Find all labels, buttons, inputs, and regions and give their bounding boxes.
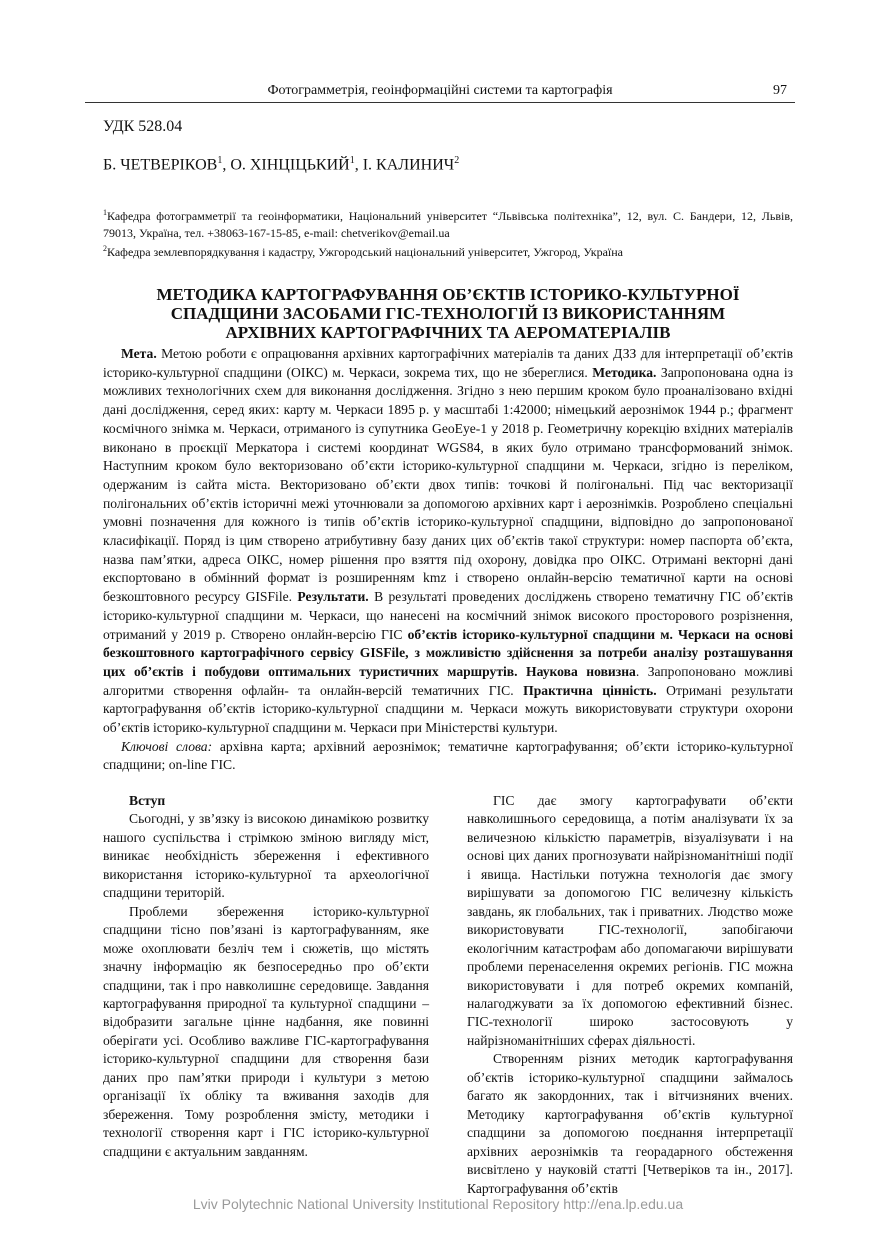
author-name: О. ХІНЦІЦЬКИЙ: [230, 156, 350, 174]
text-run: архівна карта; архівний аерознімок; тематичне картографування; об’єкти історико-культурної спадщини; on-line ГІС.: [103, 738, 793, 773]
text-run: . Запропоновано можливі алгоритми створення офлайн- та онлайн-версій тематичних ГІС.: [103, 663, 793, 698]
title-line: МЕТОДИКА КАРТОГРАФУВАННЯ ОБ’ЄКТІВ ІСТОРИКО-КУЛЬТУРНОЇ: [156, 285, 740, 304]
udc-code: УДК 528.04: [103, 118, 183, 135]
author-affil-mark: 2: [454, 155, 460, 166]
page-number: 97: [773, 83, 787, 98]
author-affil-mark: 1: [217, 155, 223, 166]
repository-footer: Lviv Polytechnic National University Institutional Repository http://ena.lp.edu.ua: [192, 1196, 684, 1212]
left-column: [103, 792, 429, 1161]
affiliation-text: Кафедра землевпорядкування і кадастру, Ужгородський національний університет, Ужгород, Україна: [107, 245, 623, 259]
italic-run: Ключові слова:: [121, 738, 213, 754]
section-heading: Вступ: [129, 793, 166, 808]
text-run: В результаті проведених досліджень створено тематичну ГІС об’єктів історико-культурної спадщини м. Черкаси, що нанесені на космічний знімок високого просторового розрізнення, отриманий у 2019 р. Створено онлайн-версію ГІС: [103, 589, 793, 642]
affiliation-text: Кафедра фотограмметрії та геоінформатики, Національний університет “Львівська політехніка”, 12, вул. С. Бандери, 12, Львів, 79013, Україна, тел. +38063-167-15-85, e-mail: chetverikov@email.ua: [103, 209, 793, 240]
bold-run: Мета.: [121, 346, 157, 361]
text-run: Метою роботи є опрацювання архівних картографічних матеріалів та даних ДЗЗ для інтерпретації об’єктів історико-культурної спадщини (ОІКС) м. Черкаси, зокрема тих, що не збереглися.: [103, 346, 793, 380]
paragraph: Сьогодні, у зв’язку із високою динамікою розвитку нашого суспільства і стрімкою зміною вигляду міст, виникає необхідність збереження і ефективного використання історико-культурної та археологічної спадщини територій.: [103, 811, 429, 901]
running-header: [85, 82, 795, 103]
title-line: АРХІВНИХ КАРТОГРАФІЧНИХ ТА АЕРОМАТЕРІАЛІВ: [225, 323, 671, 342]
abstract: [103, 345, 793, 775]
authors: Б. ЧЕТВЕРІКОВ$^1$, О. ХІНЦІЦЬКИЙ$^1$, І. КАЛИНИЧ$^2$: [103, 155, 460, 174]
text-run: Запропонована одна із можливих технологічних схем для виконання дослідження. Згідно з нею першим кроком було проаналізовано вхідні дані дослідження, серед яких: карту м. Черкаси 1895 р. у масштабі 1:42000; німецький аерознімок 1944 р.; фрагмент космічного знімка м. Черкаси, отриманого із супутника GeoEye-1 у 2018 р. Геометричну корекцію вхідних матеріалів виконано в проєкції Меркатора і системі координат WGS84, в яких було отримано трансформований знімок. Наступним кроком було векторизовано об’єкти історико-культурної спадщини м. Черкаси, згідно із переліком, одержаним із сайта міста. Векторизовано об’єкти двох типів: точкові й полігональні. Під час векторизації полігональних об’єктів історичні межі уточнювали за допомогою архівних карт і аерознімків. Розроблено спеціальні умовні позначення для кожного із типів об’єктів історико-культурної спадщини, відповідно до запропонованої класифікації. Поряд із цим створено атрибутивну базу даних цих об’єктів такої структури: номер паспорта об’єкта, назва пам’ятки, адреса ОІКС, номер рішення про взяття під охорону, довідка про ОІКС. Отримані векторні дані експортовано в обмінний формат із розширенням kmz і створено онлайн-версію тематичної карти на основі безкоштовного ресурсу GISFile.: [103, 364, 793, 605]
right-column: [467, 792, 793, 1198]
affil-mark: 2: [103, 244, 107, 253]
paragraph: Проблеми збереження історико-культурної спадщини тісно пов’язані із картографуванням, яке може охоплювати безліч тем і сюжетів, що містять значну інформацію як безпосередньо про об’єкти спадщини, так і про навколишнє середовище. Завдання картографування природної та культурної спадщини – відобразити загальне цінне надбання, яке повинні оберігати усі. Особливо важливе ГІС-картографування історико-культурної спадщини для створення бази даних про пам’ятки природи і культури з метою організації їх обліку та вживання заходів для збереження. Тому розроблення змісту, методики і технології створення карт і ГІС історико-культурної спадщини є актуальним завданням.: [103, 903, 429, 1159]
affiliation: [103, 241, 793, 261]
text-run: Отримані результати картографування об’єктів історико-культурної спадщини м. Черкаси можуть використовувати структури охорони об’єктів історико-культурної спадщини м. Черкаси при Міністерстві культури.: [103, 682, 793, 736]
bold-run: Методика.: [592, 364, 657, 380]
author-name: Б. ЧЕТВЕРІКОВ: [103, 156, 218, 174]
author-name: І. КАЛИНИЧ: [362, 156, 455, 174]
affil-mark: 1: [103, 208, 107, 217]
running-title: Фотограмметрія, геоінформаційні системи та картографія: [267, 83, 613, 98]
author-affil-mark: 1: [349, 155, 355, 166]
bold-run: об’єктів історико-культурної спадщини м. Черкаси на основі безкоштовного картографічного сервісу GISFile, з можливістю здійснення за потреби аналізу розташування цих об’єктів і побудови оптимальних туристичних маршрутів. Наукова новизна: [103, 626, 793, 679]
paper-title: [103, 285, 793, 342]
affiliation: [103, 205, 793, 241]
bold-run: Практична цінність.: [523, 682, 657, 698]
paragraph: Створенням різних методик картографування об’єктів історико-культурної спадщини займалось багато як закордонних, так і вітчизняних вчених. Методику картографування об’єктів культурної спадщини за допомогою поєднання інтерпретації архівних аерознімків та георадарного обстеження висвітлено у науковій статті [Четверіков та ін., 2017]. Картографування об’єктів: [467, 1051, 793, 1196]
abstract-paragraph: [103, 345, 793, 738]
bold-run: Результати.: [297, 589, 369, 605]
keywords: [103, 738, 793, 775]
affiliations: [103, 205, 793, 261]
paragraph: ГІС дає змогу картографувати об’єкти навколишнього середовища, а потім аналізувати їх за величезною кількістю параметрів, візуалізувати і на основі цих даних прогнозувати найрізноманітніші події і явища. Настільки потужна технологія дає змогу вирішувати за допомогою ГІС величезну кількість завдань, як глобальних, так і приватних. Людство може використовувати ГІС-технології, запобігаючи екологічним катастрофам або допомагаючи вирішувати проблеми перенаселення окремих регіонів. ГІС можна використовувати і для потреб окремих компаній, налагоджувати за їх допомогою ефективний бізнес. ГІС-технології широко застосовують у найрізноманітніших сферах діяльності.: [467, 793, 793, 1048]
title-line: СПАДЩИНИ ЗАСОБАМИ ГІС-ТЕХНОЛОГІЙ ІЗ ВИКОРИСТАННЯМ: [170, 304, 726, 323]
